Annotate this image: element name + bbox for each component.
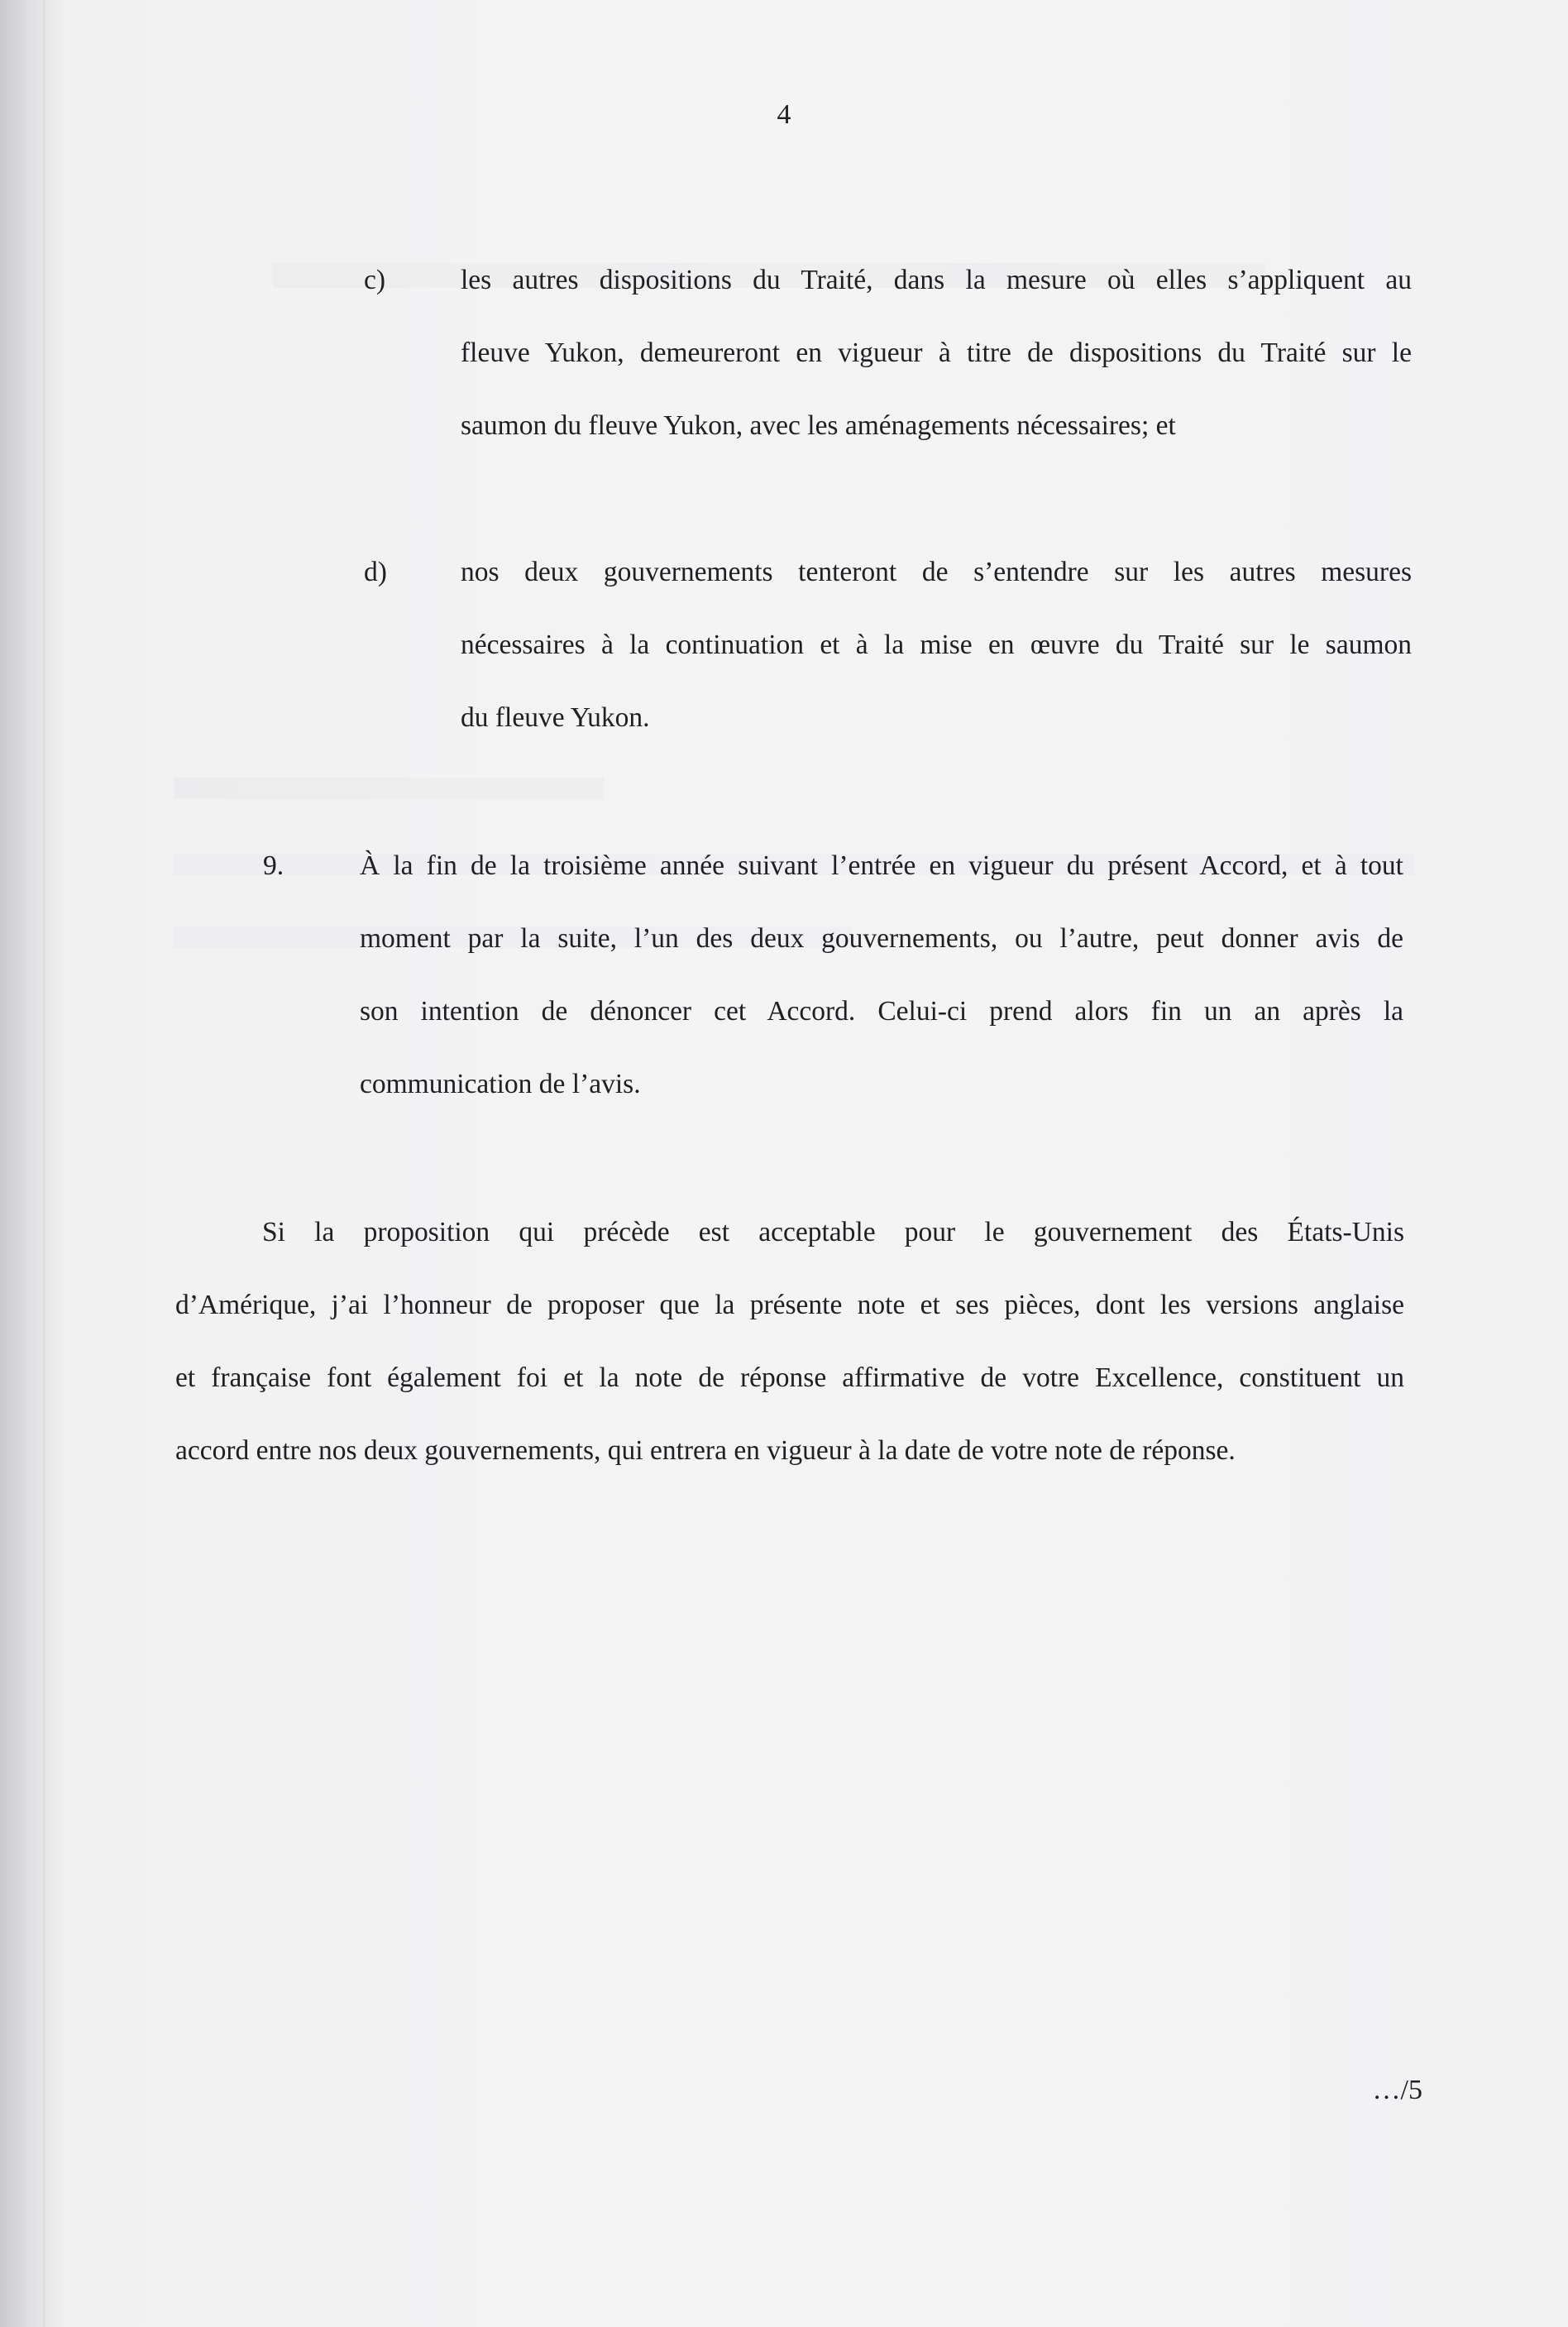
item-9-line: son intention de dénoncer cet Accord. Celui-ci prend alors fin un an après la — [360, 996, 1403, 1027]
item-c-line: fleuve Yukon, demeureront en vigueur à titre de dispositions du Traité sur le — [461, 338, 1412, 368]
item-label-d: d) — [364, 557, 387, 587]
item-d-line: nos deux gouvernements tenteront de s’entendre sur les autres mesures — [461, 557, 1412, 587]
closing-line: d’Amérique, j’ai l’honneur de proposer que la présente note et ses pièces, dont les versions anglaise — [175, 1290, 1404, 1320]
item-9-line: À la fin de la troisième année suivant l’entrée en vigueur du présent Accord, et à tout — [360, 850, 1403, 881]
item-9-text — [360, 830, 1403, 1121]
closing-line: accord entre nos deux gouvernements, qui entrera en vigueur à la date de votre note de réponse. — [175, 1435, 1236, 1466]
item-label-9: 9. — [263, 850, 284, 881]
closing-line: et française font également foi et la note de réponse affirmative de votre Excellence, constituent un — [175, 1362, 1404, 1393]
continuation-marker: …/5 — [1372, 2075, 1422, 2105]
item-d-text — [461, 536, 1412, 754]
item-label-c: c) — [364, 265, 386, 295]
item-c-line: les autres dispositions du Traité, dans la mesure où elles s’appliquent au — [461, 265, 1412, 295]
item-9-line: moment par la suite, l’un des deux gouvernements, ou l’autre, peut donner avis de — [360, 923, 1403, 954]
closing-paragraph — [175, 1196, 1404, 1487]
item-c-line: saumon du fleuve Yukon, avec les aménagements nécessaires; et — [461, 410, 1176, 441]
page-shadow-edge — [43, 0, 46, 2327]
item-c-text — [461, 244, 1412, 462]
item-d-line: du fleuve Yukon. — [461, 702, 650, 733]
closing-line: Si la proposition qui précède est acceptable pour le gouvernement des États-Unis — [262, 1217, 1404, 1247]
item-9-line: communication de l’avis. — [360, 1069, 641, 1099]
page-number: 4 — [777, 99, 791, 130]
bleed-through-line — [174, 778, 604, 799]
item-d-line: nécessaires à la continuation et à la mise en œuvre du Traité sur le saumon — [461, 630, 1412, 660]
